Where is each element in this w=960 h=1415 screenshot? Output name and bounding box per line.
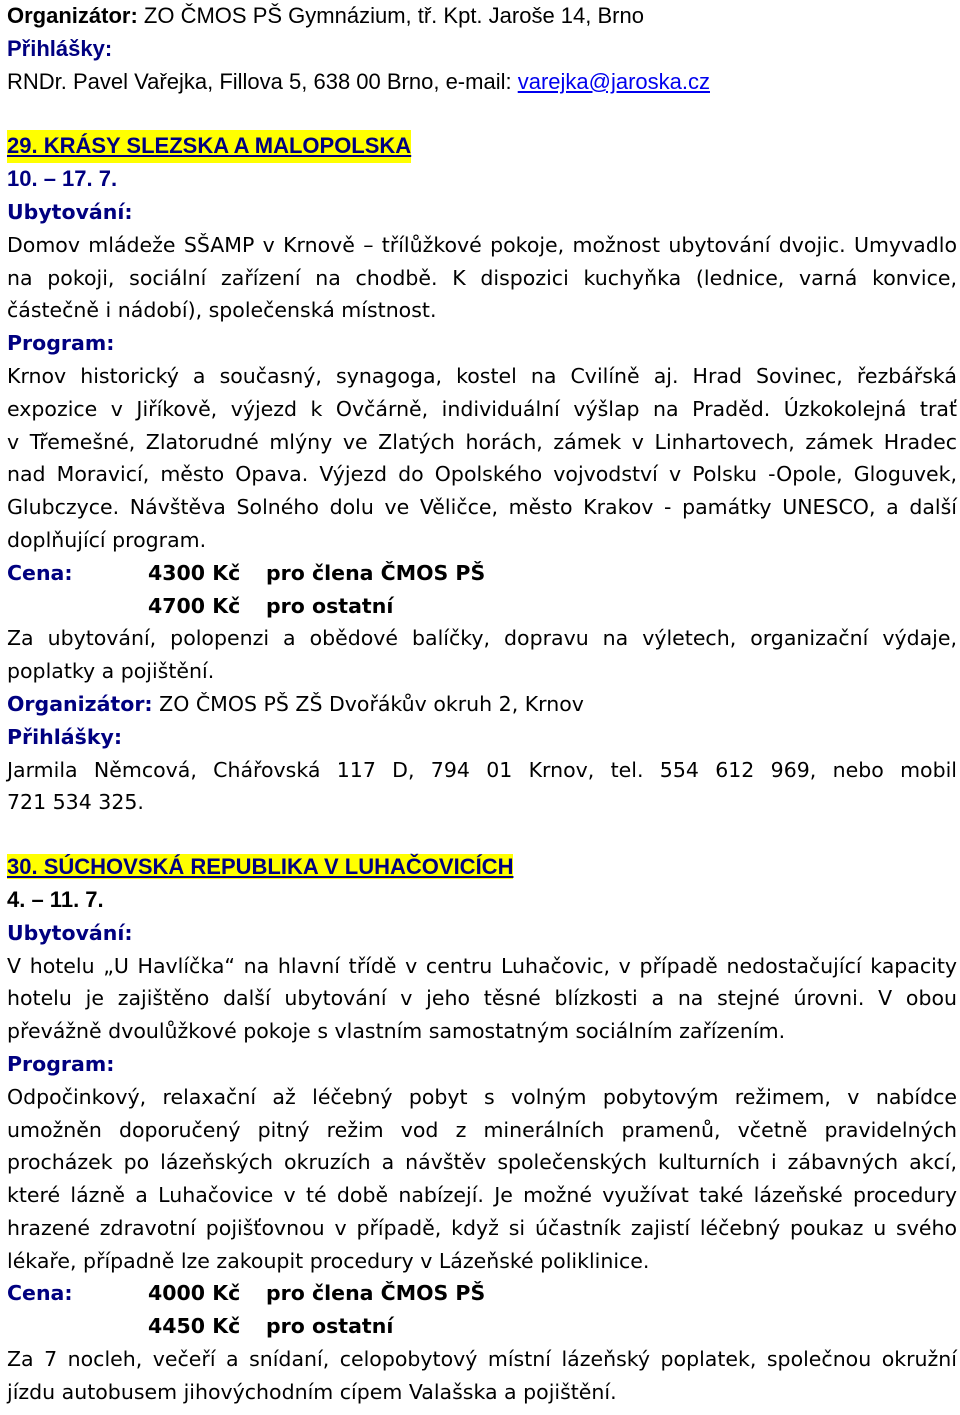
trip29-price-who: pro ostatní: [266, 593, 394, 618]
trip30-price-row: [7, 1277, 957, 1310]
header-organizer-line: [7, 0, 957, 33]
trip30-title: 30. SÚCHOVSKÁ REPUBLIKA V LUHAČOVICÍCH: [7, 854, 514, 880]
trip30-program-line: procházek po lázeňských okruzích a návštěv společenských kulturních i zábavných akcí,: [7, 1150, 957, 1175]
trip30-program-line: Odpočinkový, relaxační až léčebný pobyt s volným pobytovým režimem, v nabídce: [7, 1084, 957, 1109]
trip30-program-label: Program:: [7, 1051, 115, 1076]
trip30-includes-line: Za 7 nocleh, večeří a snídaní, celopobytový místní lázeňský poplatek, společnou okružní: [7, 1347, 957, 1372]
trip30-dates: 4. – 11. 7.: [7, 886, 104, 912]
trip29-price-who: pro člena ČMOS PŠ: [266, 560, 486, 585]
trip30-accommodation-line: převážně dvoulůžkové pokoje s vlastním samostatným sociálním zařízením.: [7, 1019, 786, 1044]
trip29-price-label: Cena:: [7, 560, 73, 585]
trip29-organizer-line: [7, 688, 957, 721]
trip29-program-line: Glubczyce. Návštěva Solného dolu ve Věličce, město Krakov - památky UNESCO, a další: [7, 495, 957, 520]
trip29-program-line: Krnov historický a současný, synagoga, kostel na Cvilíně aj. Hrad Sovinec, řezbářská: [7, 363, 957, 388]
trip29-signup-label: Přihlášky:: [7, 724, 123, 749]
header-signup-line: [7, 66, 957, 99]
email-link[interactable]: varejka@jaroska.cz: [517, 68, 710, 94]
trip30-price-row: [7, 1310, 957, 1343]
trip29-program-label: Program:: [7, 331, 115, 356]
trip29-price-amount: 4700 Kč: [148, 593, 241, 618]
trip29-organizer-label: Organizátor:: [7, 691, 153, 716]
trip29-accommodation-line: na pokoji, sociální zařízení na chodbě. K dispozici kuchyňka (lednice, varná konvice,: [7, 265, 957, 290]
trip30-accommodation-label: Ubytování:: [7, 920, 133, 945]
trip30-price-amount: 4450 Kč: [148, 1314, 241, 1339]
trip30-price-who: pro ostatní: [266, 1314, 394, 1339]
header-signup-label: Přihlášky:: [7, 35, 113, 61]
trip29-signup-line: Jarmila Němcová, Chářovská 117 D, 794 01 Krnov, tel. 554 612 969, nebo mobil: [7, 757, 957, 782]
trip29-dates: 10. – 17. 7.: [7, 166, 118, 192]
header-organizer-label: Organizátor:: [7, 3, 138, 28]
trip29-program-line: doplňující program.: [7, 527, 207, 552]
trip29-program-line: v Třemešné, Zlatorudné mlýny ve Zlatých horách, zámek v Linhartovech, zámek Hradec: [7, 429, 957, 454]
trip29-organizer-value: ZO ČMOS PŠ ZŠ Dvořákův okruh 2, Krnov: [159, 691, 584, 716]
trip29-program-line: expozice v Jiříkově, výjezd k Ovčárně, individuální výšlap na Praděd. Úzkokolejná trať: [7, 396, 957, 421]
trip29-price-row: [7, 557, 957, 590]
trip30-accommodation-line: hotelu je zajištěno další ubytování v jeho těsné blízkosti a na stejné úrovni. V obou: [7, 986, 957, 1011]
trip30-price-amount: 4000 Kč: [148, 1281, 241, 1306]
trip29-title: 29. KRÁSY SLEZSKA A MALOPOLSKA: [7, 130, 411, 163]
trip30-accommodation-line: V hotelu „U Havlíčka“ na hlavní třídě v centru Luhačovic, v případě nedostačující kapacity: [7, 953, 957, 978]
header-organizer-value: ZO ČMOS PŠ Gymnázium, tř. Kpt. Jaroše 14, Brno: [143, 3, 644, 28]
trip29-includes-line: Za ubytování, polopenzi a obědové balíčky, dopravu na výletech, organizační výdaje,: [7, 626, 957, 651]
document-page: [7, 0, 957, 1409]
trip30-price-label: Cena:: [7, 1281, 73, 1306]
trip30-program-line: hrazené zdravotní pojišťovnou v případě, když si účastník zajistí léčebný poukaz u svého: [7, 1215, 957, 1240]
trip29-accommodation-label: Ubytování:: [7, 199, 133, 224]
header-signup-value: RNDr. Pavel Vařejka, Fillova 5, 638 00 Brno, e-mail:: [7, 68, 518, 94]
trip29-accommodation-line: Domov mládeže SŠAMP v Krnově – třílůžkové pokoje, možnost ubytování dvojic. Umyvadlo: [7, 232, 957, 257]
trip30-program-line: které lázně a Luhačovice v té době nabízejí. Je možné využívat také lázeňské procedury: [7, 1183, 957, 1208]
trip30-includes-line: jízdu autobusem jihovýchodním cípem Valašska a pojištění.: [7, 1379, 617, 1404]
trip29-program-line: nad Moravicí, město Opava. Výjezd do Opolského vojvodství v Polsku -Opole, Gloguvek,: [7, 462, 957, 487]
trip29-includes-line: poplatky a pojištění.: [7, 659, 215, 684]
trip29-price-row: [7, 590, 957, 623]
trip30-program-line: lékaře, případně lze zakoupit procedury v Lázeňské poliklinice.: [7, 1248, 650, 1273]
trip29-accommodation-line: částečně i nádobí), společenská místnost.: [7, 298, 437, 323]
trip30-price-who: pro člena ČMOS PŠ: [266, 1281, 486, 1306]
trip30-program-line: umožněn doporučený pitný režim vod z minerálních pramenů, včetně pravidelných: [7, 1117, 957, 1142]
trip29-price-amount: 4300 Kč: [148, 560, 241, 585]
trip29-signup-line: 721 534 325.: [7, 790, 144, 815]
trip30-title-wrap: [7, 851, 957, 884]
